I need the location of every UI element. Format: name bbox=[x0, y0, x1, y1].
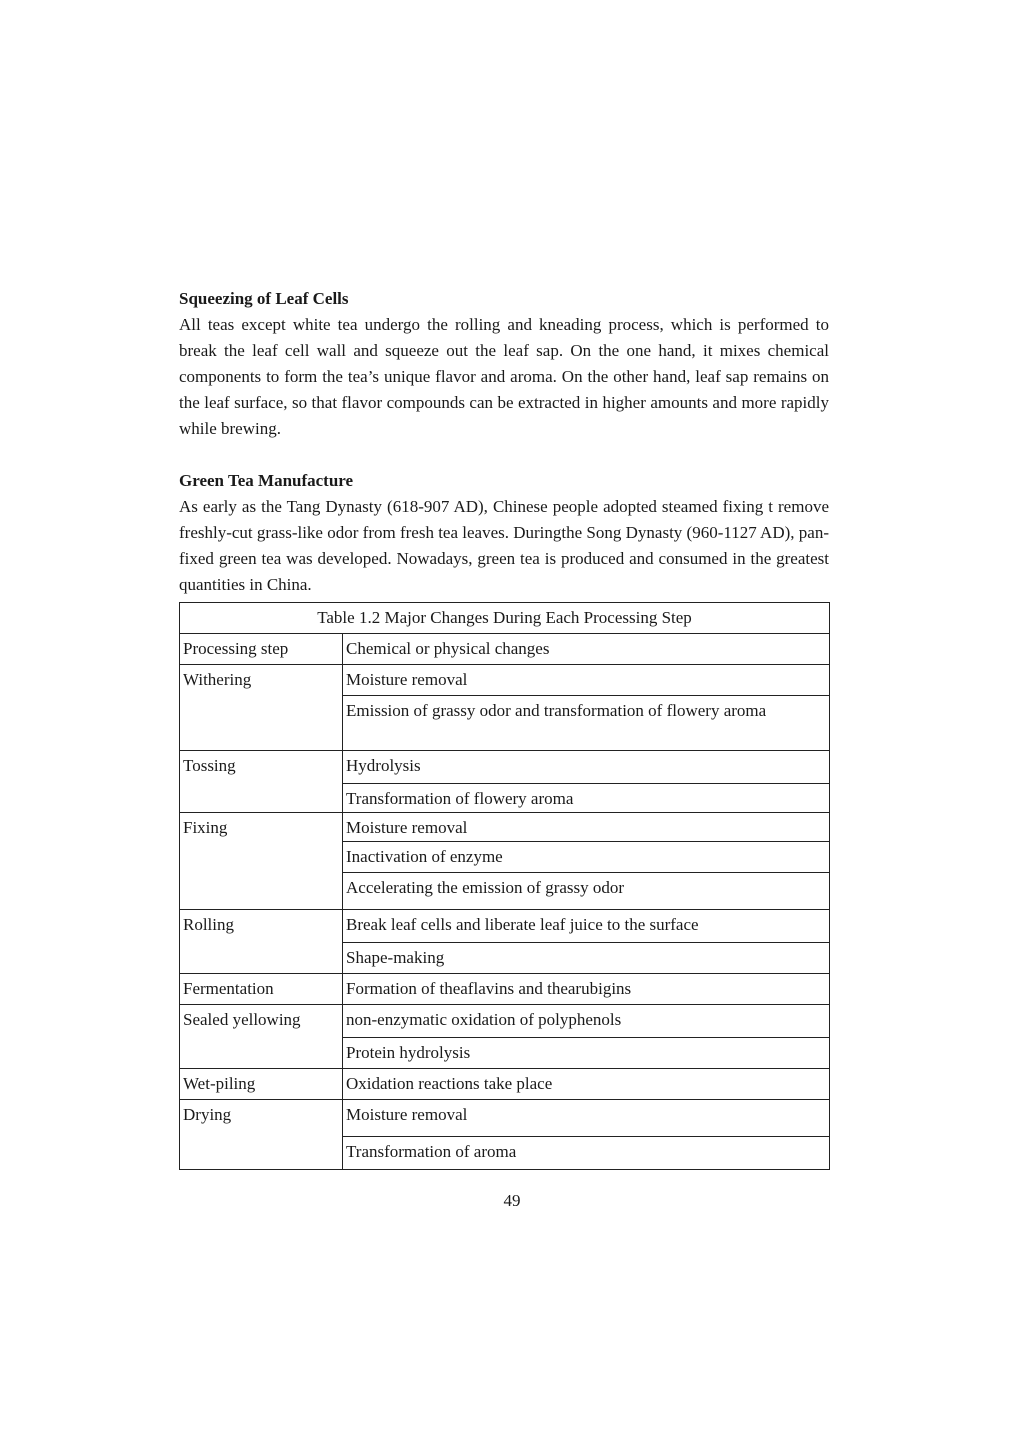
paragraph-green-tea: As early as the Tang Dynasty (618-907 AD), Chinese people adopted steamed fixing t remove freshly-cut grass-like odor from fresh tea leaves. Duringthe Song Dynasty (960-1127 AD), pan-fixed green tea was developed. Nowadays, green tea is produced and consumed in the greatest quantities in China. bbox=[179, 497, 829, 594]
change-cell: Transformation of flowery aroma bbox=[343, 784, 830, 813]
table-row bbox=[180, 974, 830, 1005]
change-cell: Moisture removal bbox=[343, 813, 830, 842]
change-cell: Moisture removal bbox=[343, 665, 830, 696]
section-spacer bbox=[179, 442, 829, 468]
page-number: 49 bbox=[503, 1191, 521, 1210]
change-cell: Accelerating the emission of grassy odor bbox=[343, 873, 830, 910]
table-caption: Table 1.2 Major Changes During Each Processing Step bbox=[180, 603, 830, 634]
table-row bbox=[180, 665, 830, 696]
section-heading-squeezing: Squeezing of Leaf Cells bbox=[179, 289, 349, 308]
change-cell: non-enzymatic oxidation of polyphenols bbox=[343, 1005, 830, 1038]
table-row bbox=[180, 1069, 830, 1100]
change-cell: Oxidation reactions take place bbox=[343, 1069, 830, 1100]
step-cell: Wet-piling bbox=[180, 1069, 343, 1100]
change-cell: Shape-making bbox=[343, 943, 830, 974]
table-caption-row bbox=[180, 603, 830, 634]
change-cell: Emission of grassy odor and transformation of flowery aroma bbox=[343, 696, 830, 751]
table-row bbox=[180, 910, 830, 943]
step-cell: Sealed yellowing bbox=[180, 1005, 343, 1069]
step-cell: Fixing bbox=[180, 813, 343, 910]
paragraph-squeezing: All teas except white tea undergo the rolling and kneading process, which is performed to break the leaf cell wall and squeeze out the leaf sap. On the one hand, it mixes chemical components to form the tea’s unique flavor and aroma. On the other hand, leaf sap remains on the leaf surface, so that flavor compounds can be extracted in higher amounts and more rapidly while brewing. bbox=[179, 315, 829, 438]
table-header-row bbox=[180, 634, 830, 665]
change-cell: Break leaf cells and liberate leaf juice to the surface bbox=[343, 910, 830, 943]
header-processing-step: Processing step bbox=[180, 634, 343, 665]
step-cell: Rolling bbox=[180, 910, 343, 974]
header-changes: Chemical or physical changes bbox=[343, 634, 830, 665]
table-row bbox=[180, 1100, 830, 1137]
section-heading-green-tea: Green Tea Manufacture bbox=[179, 471, 354, 490]
change-cell: Hydrolysis bbox=[343, 751, 830, 784]
step-cell: Withering bbox=[180, 665, 343, 751]
table-row bbox=[180, 813, 830, 842]
processing-steps-table bbox=[179, 602, 830, 1170]
change-cell: Inactivation of enzyme bbox=[343, 842, 830, 873]
change-cell: Transformation of aroma bbox=[343, 1137, 830, 1170]
step-cell: Drying bbox=[180, 1100, 343, 1170]
table-row bbox=[180, 751, 830, 784]
change-cell: Formation of theaflavins and thearubigins bbox=[343, 974, 830, 1005]
change-cell: Protein hydrolysis bbox=[343, 1038, 830, 1069]
step-cell: Fermentation bbox=[180, 974, 343, 1005]
step-cell: Tossing bbox=[180, 751, 343, 813]
table-row bbox=[180, 1005, 830, 1038]
page-content bbox=[179, 286, 829, 1170]
change-cell: Moisture removal bbox=[343, 1100, 830, 1137]
